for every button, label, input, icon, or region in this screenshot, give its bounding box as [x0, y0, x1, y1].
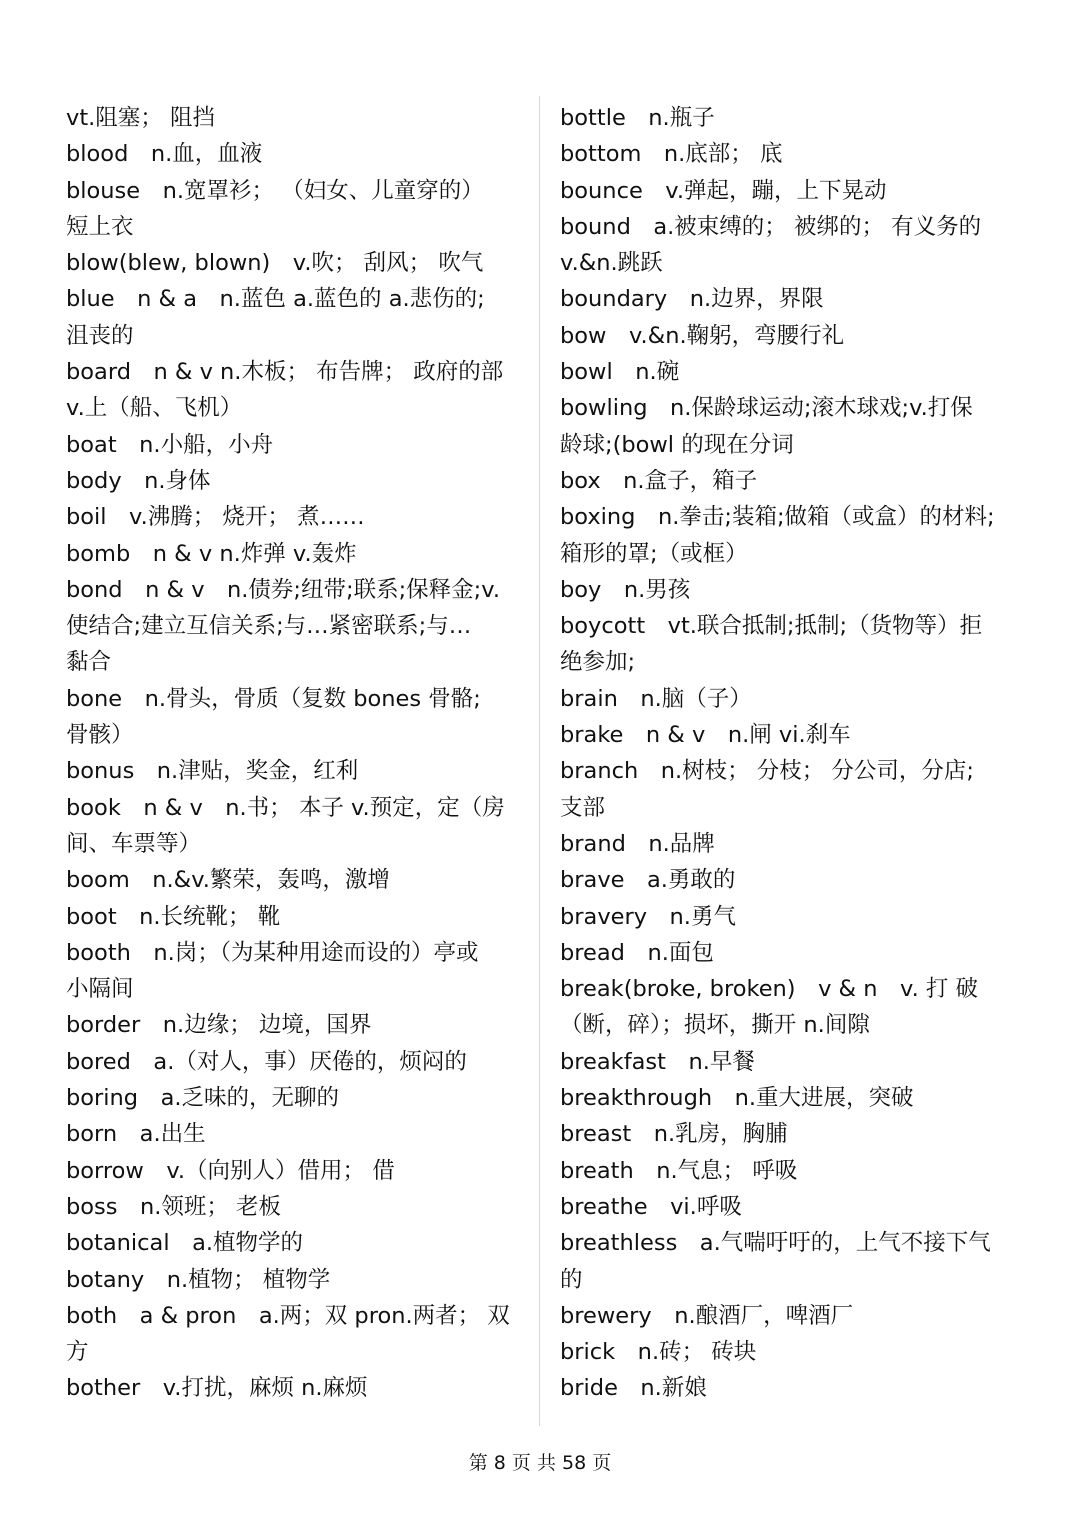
- vocab-line: bounce v.弹起，蹦，上下晃动: [560, 177, 887, 204]
- vocab-line: bone n.骨头，骨质（复数 bones 骨骼;: [66, 685, 481, 712]
- vocab-line: brain n.脑（子）: [560, 685, 752, 712]
- vocab-line: boot n.长统靴； 靴: [66, 903, 281, 930]
- vocab-line: v.&n.跳跃: [560, 250, 663, 277]
- vocab-line: 箱形的罩;（或框）: [560, 540, 748, 567]
- vocab-line: 绝参加;: [560, 649, 636, 676]
- vocab-line: bowling n.保龄球运动;滚木球戏;v.打保: [560, 395, 973, 422]
- vocab-line: bride n.新娘: [560, 1375, 707, 1402]
- vocab-line: brave a.勇敢的: [560, 867, 736, 894]
- vocab-line: bowl n.碗: [560, 359, 680, 386]
- vocab-line: booth n.岗；（为某种用途而设的）亭或: [66, 939, 479, 966]
- vocab-line: breakfast n.早餐: [560, 1048, 755, 1075]
- vocab-line: boycott vt.联合抵制;抵制;（货物等）拒: [560, 613, 983, 640]
- column-divider: [539, 96, 540, 1426]
- vocab-line: bound a.被束缚的； 被绑的； 有义务的: [560, 213, 982, 240]
- page-number-footer: 第 8 页 共 58 页: [468, 1452, 612, 1474]
- vocab-line: bored a.（对人，事）厌倦的，烦闷的: [66, 1048, 467, 1075]
- vocab-line: boat n.小船，小舟: [66, 431, 274, 458]
- vocab-line: breakthrough n.重大进展，突破: [560, 1085, 914, 1112]
- vocab-line: brake n & v n.闸 vi.刹车: [560, 722, 851, 749]
- vocab-line: 短上衣: [66, 213, 134, 240]
- vocab-line: vt.阻塞； 阻挡: [66, 105, 215, 131]
- vocab-line: boom n.&v.繁荣，轰鸣，激增: [66, 867, 390, 894]
- vocab-line: 龄球;(bowl 的现在分词: [560, 431, 794, 458]
- vocab-line: blue n & a n.蓝色 a.蓝色的 a.悲伤的;: [66, 286, 485, 313]
- vocab-line: bomb n & v n.炸弹 v.轰炸: [66, 540, 357, 567]
- vocab-line: brick n.砖； 砖块: [560, 1339, 757, 1366]
- vocab-line: boundary n.边界，界限: [560, 286, 824, 313]
- vocab-line: box n.盒子，箱子: [560, 467, 758, 494]
- vocab-line: 的: [560, 1266, 583, 1293]
- vocab-line: blood n.血，血液: [66, 141, 263, 168]
- vocab-line: （断，碎）；损坏，撕开 n.间隙: [560, 1012, 870, 1039]
- vocab-line: 支部: [560, 794, 606, 821]
- vocab-line: v.上（船、飞机）: [66, 395, 243, 422]
- vocab-line: borrow v.（向别人）借用； 借: [66, 1157, 395, 1184]
- vocab-line: breathe vi.呼吸: [560, 1193, 742, 1220]
- vocab-line: both a & pron a.两；双 pron.两者； 双: [66, 1302, 510, 1329]
- vocab-line: boss n.领班； 老板: [66, 1193, 282, 1220]
- vocab-line: book n & v n.书； 本子 v.预定，定（房: [66, 794, 505, 821]
- vocab-line: body n.身体: [66, 467, 211, 494]
- vocab-line: breast n.乳房，胸脯: [560, 1121, 788, 1148]
- vocab-line: blouse n.宽罩衫； （妇女、儿童穿的）: [66, 177, 484, 204]
- vocab-line: born a.出生: [66, 1121, 206, 1148]
- vocab-line: bravery n.勇气: [560, 903, 736, 930]
- vocab-line: 方: [66, 1339, 89, 1366]
- vocab-line: botany n.植物； 植物学: [66, 1266, 331, 1293]
- vocab-line: 小隔间: [66, 976, 134, 1003]
- vocab-line: 沮丧的: [66, 322, 134, 349]
- vocab-line: brewery n.酿酒厂，啤酒厂: [560, 1302, 854, 1329]
- vocab-line: brand n.品牌: [560, 830, 715, 857]
- vocab-line: boring a.乏味的，无聊的: [66, 1085, 340, 1112]
- vocab-line: boxing n.拳击;装箱;做箱（或盒）的材料;: [560, 504, 995, 531]
- vocab-line: bother v.打扰，麻烦 n.麻烦: [66, 1375, 368, 1402]
- left-column: [66, 100, 524, 1407]
- vocab-line: blow(blew, blown) v.吹； 刮风； 吹气: [66, 250, 484, 277]
- vocab-line: bond n & v n.债券;纽带;联系;保释金;v.: [66, 576, 500, 603]
- vocab-line: 使结合;建立互信关系;与…紧密联系;与…: [66, 613, 472, 640]
- vocab-line: border n.边缘； 边境，国界: [66, 1012, 372, 1039]
- vocab-line: break(broke, broken) v & n v. 打 破: [560, 976, 979, 1003]
- right-column: [560, 100, 1018, 1407]
- vocab-line: botanical a.植物学的: [66, 1230, 304, 1257]
- vocab-line: boil v.沸腾； 烧开； 煮……: [66, 504, 365, 531]
- vocab-line: branch n.树枝； 分枝； 分公司，分店;: [560, 758, 975, 785]
- vocab-line: bonus n.津贴，奖金，红利: [66, 758, 359, 785]
- vocab-line: bread n.面包: [560, 939, 714, 966]
- vocab-line: breath n.气息； 呼吸: [560, 1157, 798, 1184]
- vocab-line: boy n.男孩: [560, 576, 691, 603]
- vocab-line: 黏合: [66, 649, 112, 676]
- vocab-line: 骨骸）: [66, 722, 134, 749]
- vocab-line: bottom n.底部； 底: [560, 141, 783, 168]
- vocab-line: bottle n.瓶子: [560, 105, 715, 131]
- vocab-line: 间、车票等）: [66, 830, 202, 857]
- vocab-line: board n & v n.木板； 布告牌； 政府的部: [66, 359, 504, 386]
- vocab-line: breathless a.气喘吁吁的，上气不接下气: [560, 1230, 991, 1257]
- vocab-line: bow v.&n.鞠躬，弯腰行礼: [560, 322, 845, 349]
